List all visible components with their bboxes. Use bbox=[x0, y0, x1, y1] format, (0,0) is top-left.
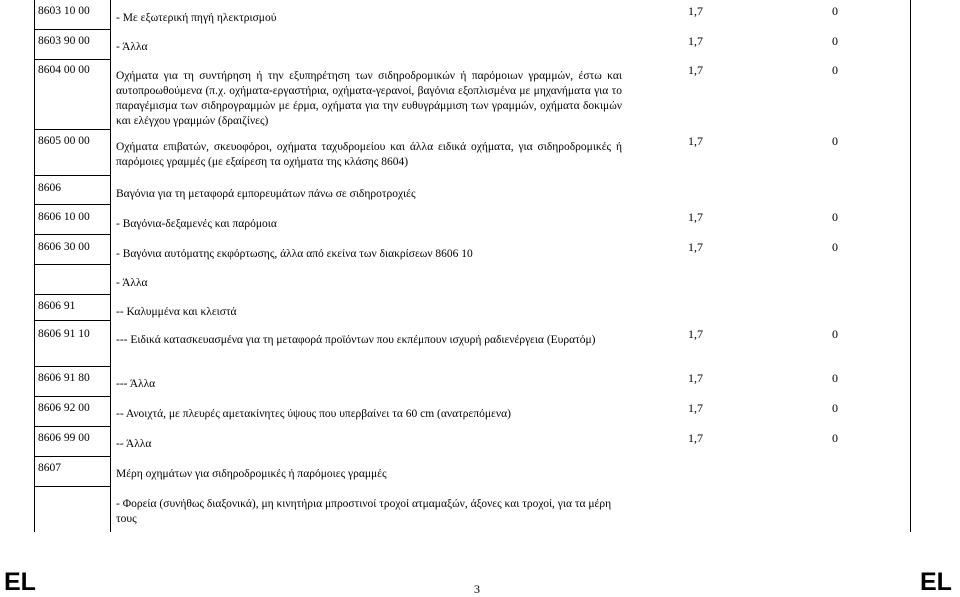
tariff-code: 8606 10 00 bbox=[38, 211, 90, 223]
row-divider bbox=[34, 264, 110, 265]
duty-zero: 0 bbox=[832, 34, 838, 48]
tariff-code: 8606 99 00 bbox=[38, 432, 90, 444]
row-divider bbox=[34, 396, 110, 397]
tariff-code: 8606 bbox=[38, 182, 61, 194]
tariff-code: 8606 91 10 bbox=[38, 328, 90, 340]
row-divider bbox=[34, 294, 110, 295]
duty-zero: 0 bbox=[832, 401, 838, 415]
duty-zero: 0 bbox=[832, 431, 838, 445]
duty-zero: 0 bbox=[832, 371, 838, 385]
tariff-description: - Άλλα bbox=[116, 277, 148, 289]
tariff-description: Μέρη οχημάτων για σιδηροδρομικές ή παρόμοιες γραμμές bbox=[116, 468, 387, 480]
tariff-description: - Βαγόνια-δεξαμενές και παρόμοια bbox=[116, 218, 277, 230]
duty-zero: 0 bbox=[832, 134, 838, 148]
tariff-description: --- Ειδικά κατασκευασμένα για τη μεταφορά προϊόντων που εκπέμπουν ισχυρή ραδιενέργεια (Ευρατόμ) bbox=[116, 334, 596, 346]
tariff-code: 8603 90 00 bbox=[38, 35, 90, 47]
duty-rate: 1,7 bbox=[688, 401, 703, 415]
duty-rate: 1,7 bbox=[688, 34, 703, 48]
row-divider bbox=[34, 366, 110, 367]
duty-zero: 0 bbox=[832, 210, 838, 224]
tariff-code: 8607 bbox=[38, 462, 61, 474]
duty-rate: 1,7 bbox=[688, 63, 703, 77]
page-number: 3 bbox=[474, 582, 480, 596]
tariff-description: --- Άλλα bbox=[116, 378, 156, 390]
tariff-code: 8606 91 80 bbox=[38, 372, 90, 384]
row-divider bbox=[34, 204, 110, 205]
duty-rate: 1,7 bbox=[688, 210, 703, 224]
footer-language-right: EL bbox=[920, 568, 952, 596]
tariff-description: - Φορεία (συνήθως διαξονικά), μη κινητήρια μπροστινοί τροχοί ατμαμαξών, άξονες και τροχοί, για τα μέρη τους bbox=[116, 498, 612, 525]
tariff-description: - Άλλα bbox=[116, 41, 148, 53]
duty-zero: 0 bbox=[832, 327, 838, 341]
tariff-description: -- Ανοιχτά, με πλευρές αμετακίνητες ύψους που υπερβαίνει τα 60 cm (ανατρεπόμενα) bbox=[116, 408, 511, 420]
tariff-description: Οχήματα επιβατών, σκευοφόροι, οχήματα ταχυδρομείου και άλλα ειδικά οχήματα, για σιδηροδρομικές ή παρόμοιες γραμμές (με εξαίρεση τα οχήματα της κλάσης 8604) bbox=[116, 141, 622, 168]
tariff-description: -- Καλυμμένα και κλειστά bbox=[116, 306, 237, 318]
tariff-code: 8606 30 00 bbox=[38, 241, 90, 253]
duty-rate: 1,7 bbox=[688, 327, 703, 341]
tariff-code: 8606 92 00 bbox=[38, 402, 90, 414]
duty-rate: 1,7 bbox=[688, 431, 703, 445]
tariff-description: -- Άλλα bbox=[116, 438, 152, 450]
table-right-border bbox=[910, 0, 911, 532]
table-left-border bbox=[34, 0, 35, 532]
row-divider bbox=[34, 234, 110, 235]
tariff-description: - Με εξωτερική πηγή ηλεκτρισμού bbox=[116, 12, 277, 24]
tariff-code: 8605 00 00 bbox=[38, 135, 90, 147]
row-divider bbox=[34, 320, 110, 321]
duty-rate: 1,7 bbox=[688, 4, 703, 18]
tariff-code: 8606 91 bbox=[38, 300, 76, 312]
row-divider bbox=[34, 486, 110, 487]
duty-zero: 0 bbox=[832, 240, 838, 254]
tariff-code: 8604 00 00 bbox=[38, 64, 90, 76]
row-divider bbox=[34, 129, 110, 130]
tariff-code: 8603 10 00 bbox=[38, 5, 90, 17]
row-divider bbox=[34, 175, 110, 176]
code-column-divider bbox=[110, 0, 111, 532]
tariff-description: Οχήματα για τη συντήρηση ή την εξυπηρέτηση των σιδηροδρομικών ή παρόμοιων γραμμών, έστω και αυτοπροωθούμενα (π.χ. οχήματα-εργαστήρια, οχήματα-γερανοί, βαγόνια εξοπλισμένα με μηχανήματα για το παραγέμισμα των σιδηρογραμμών με έρμα, οχήματα για την ευθυγράμμιση των γραμμών, οχήματα δοκιμών και ελέγχου γραμμών (δραιζίνες) bbox=[116, 70, 622, 127]
tariff-description: - Βαγόνια αυτόματης εκφόρτωσης, άλλα από εκείνα των διακρίσεων 8606 10 bbox=[116, 248, 473, 260]
row-divider bbox=[34, 59, 110, 60]
duty-zero: 0 bbox=[832, 63, 838, 77]
row-divider bbox=[34, 426, 110, 427]
row-divider bbox=[34, 29, 110, 30]
duty-zero: 0 bbox=[832, 4, 838, 18]
footer-language-left: EL bbox=[4, 568, 36, 596]
tariff-description: Βαγόνια για τη μεταφορά εμπορευμάτων πάνω σε σιδηροτροχιές bbox=[116, 188, 416, 200]
duty-rate: 1,7 bbox=[688, 371, 703, 385]
duty-rate: 1,7 bbox=[688, 134, 703, 148]
duty-rate: 1,7 bbox=[688, 240, 703, 254]
row-divider bbox=[34, 456, 110, 457]
